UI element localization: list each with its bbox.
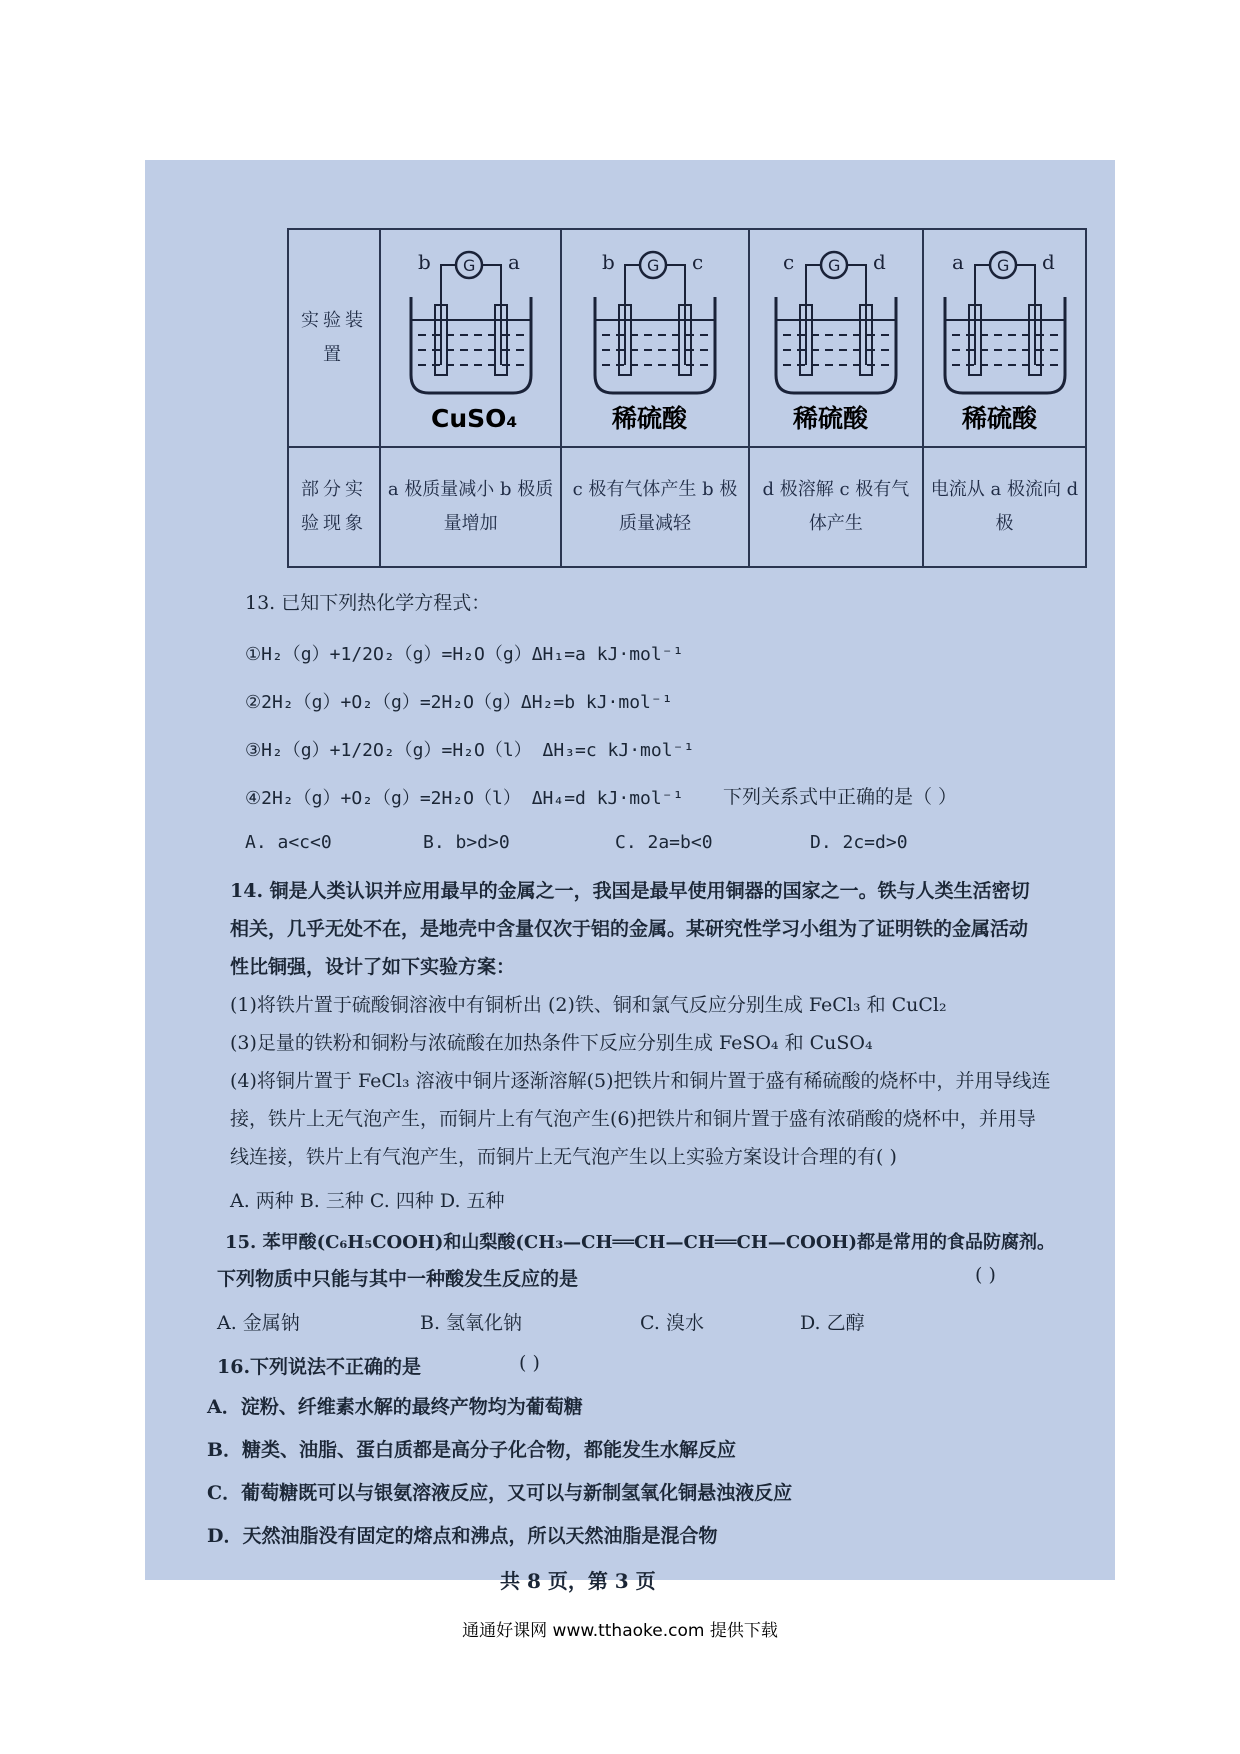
q16-stem: 16.下列说法不正确的是 xyxy=(217,1356,422,1378)
meter-symbol: G xyxy=(647,256,660,276)
solution-label: 稀硫酸 xyxy=(961,404,1037,434)
q13-option-a: A. a<c<0 xyxy=(245,832,332,853)
q14-options: A. 两种 B. 三种 C. 四种 D. 五种 xyxy=(230,1190,505,1212)
phenomenon-1: a 极质量减小 b 极质量增加 xyxy=(380,447,561,567)
page-number-footer: 共 8 页，第 3 页 xyxy=(500,1569,656,1593)
phenomenon-2: c 极有气体产生 b 极质量减轻 xyxy=(561,447,749,567)
meter-symbol: G xyxy=(996,256,1009,276)
q15-line1: 15. 苯甲酸(C₆H₅COOH)和山梨酸(CH₃—CH══CH—CH══CH—COOH)都是常用的食品防腐剂。 xyxy=(225,1232,1056,1253)
q15-option-c: C. 溴水 xyxy=(640,1312,704,1334)
q14-line2: 相关，几乎无处不在，是地壳中含量仅次于铝的金属。某研究性学习小组为了证明铁的金属活动 xyxy=(230,918,1029,940)
q13-option-b: B. b>d>0 xyxy=(423,832,510,853)
beaker-cell-icon xyxy=(396,235,546,440)
q13-eq2: ②2H₂（g）+O₂（g）=2H₂O（g）ΔH₂=b kJ·mol⁻¹ xyxy=(245,692,673,713)
q14-line6: (4)将铜片置于 FeCl₃ 溶液中铜片逐渐溶解(5)把铁片和铜片置于盛有稀硫酸的烧杯中，并用导线连 xyxy=(230,1070,1051,1092)
q13-ask: 下列关系式中正确的是（ ） xyxy=(723,786,958,808)
beaker-cell-icon xyxy=(930,235,1080,440)
q14-line8: 线连接，铁片上有气泡产生，而铜片上无气泡产生以上实验方案设计合理的有( ) xyxy=(230,1146,897,1168)
electrode-right-label: d xyxy=(872,250,886,275)
q13-stem: 13. 已知下列热化学方程式： xyxy=(245,592,491,614)
electrode-left-label: b xyxy=(602,250,615,275)
apparatus-4 xyxy=(923,229,1086,447)
electrode-left-label: b xyxy=(417,250,431,275)
q14-line4: (1)将铁片置于硫酸铜溶液中有铜析出 (2)铁、铜和氯气反应分别生成 FeCl₃ 和 CuCl₂ xyxy=(230,994,947,1016)
q14-line3: 性比铜强，设计了如下实验方案： xyxy=(230,956,516,978)
electrode-left-label: c xyxy=(782,250,795,275)
q16-paren: ( ) xyxy=(519,1352,540,1374)
solution-label: 稀硫酸 xyxy=(792,404,868,434)
solution-label: 稀硫酸 xyxy=(612,404,688,434)
apparatus-2 xyxy=(561,229,749,447)
phenomenon-4: 电流从 a 极流向 d 极 xyxy=(923,447,1086,567)
q16-option-a: A．淀粉、纤维素水解的最终产物均为葡萄糖 xyxy=(207,1396,583,1418)
row-label-phenomenon: 部分实验现象 xyxy=(288,447,380,567)
exam-paper-photo xyxy=(145,160,1115,1593)
phenomenon-3: d 极溶解 c 极有气体产生 xyxy=(749,447,923,567)
q15-option-a: A. 金属钠 xyxy=(217,1312,300,1334)
q15-option-b: B. 氢氧化钠 xyxy=(420,1312,523,1334)
q13-eq3: ③H₂（g）+1/2O₂（g）=H₂O（l） ΔH₃=c kJ·mol⁻¹ xyxy=(245,740,695,761)
q16-option-c: C．葡萄糖既可以与银氨溶液反应，又可以与新制氢氧化铜悬浊液反应 xyxy=(207,1482,793,1504)
apparatus-3 xyxy=(749,229,923,447)
q13-option-c: C. 2a=b<0 xyxy=(615,832,713,853)
apparatus-1 xyxy=(380,229,561,447)
meter-symbol: G xyxy=(827,256,841,276)
electrode-right-label: d xyxy=(1041,250,1055,275)
solution-label: CuSO₄ xyxy=(430,404,517,434)
q15-paren: ( ) xyxy=(975,1264,996,1286)
beaker-cell-icon xyxy=(580,235,730,440)
electrode-right-label: c xyxy=(692,250,704,275)
q16-option-b: B．糖类、油脂、蛋白质都是高分子化合物，都能发生水解反应 xyxy=(207,1439,737,1461)
q14-line5: (3)足量的铁粉和铜粉与浓硫酸在加热条件下反应分别生成 FeSO₄ 和 CuSO₄ xyxy=(230,1032,873,1054)
electrode-left-label: a xyxy=(951,250,964,275)
q15-line2: 下列物质中只能与其中一种酸发生反应的是 xyxy=(217,1268,579,1290)
q13-eq1: ①H₂（g）+1/2O₂（g）=H₂O（g）ΔH₁=a kJ·mol⁻¹ xyxy=(245,644,684,665)
experiment-table xyxy=(287,228,1087,568)
q14-line1: 14. 铜是人类认识并应用最早的金属之一，我国是最早使用铜器的国家之一。铁与人类生活密切 xyxy=(230,880,1030,902)
q13-eq4: ④2H₂（g）+O₂（g）=2H₂O（l） ΔH₄=d kJ·mol⁻¹ xyxy=(245,788,684,809)
row-label-apparatus: 实验装置 xyxy=(288,229,380,447)
q15-option-d: D. 乙醇 xyxy=(800,1312,865,1334)
q13-option-d: D. 2c=d>0 xyxy=(810,832,908,853)
beaker-cell-icon xyxy=(761,235,911,440)
site-footer: 通通好课网 www.tthaoke.com 提供下载 xyxy=(462,1621,778,1641)
q14-line7: 接，铁片上无气泡产生，而铜片上有气泡产生(6)把铁片和铜片置于盛有浓硝酸的烧杯中，并用导 xyxy=(230,1108,1036,1130)
electrode-right-label: a xyxy=(507,250,520,275)
q16-option-d: D．天然油脂没有固定的熔点和沸点，所以天然油脂是混合物 xyxy=(207,1525,718,1547)
meter-symbol: G xyxy=(462,256,475,276)
